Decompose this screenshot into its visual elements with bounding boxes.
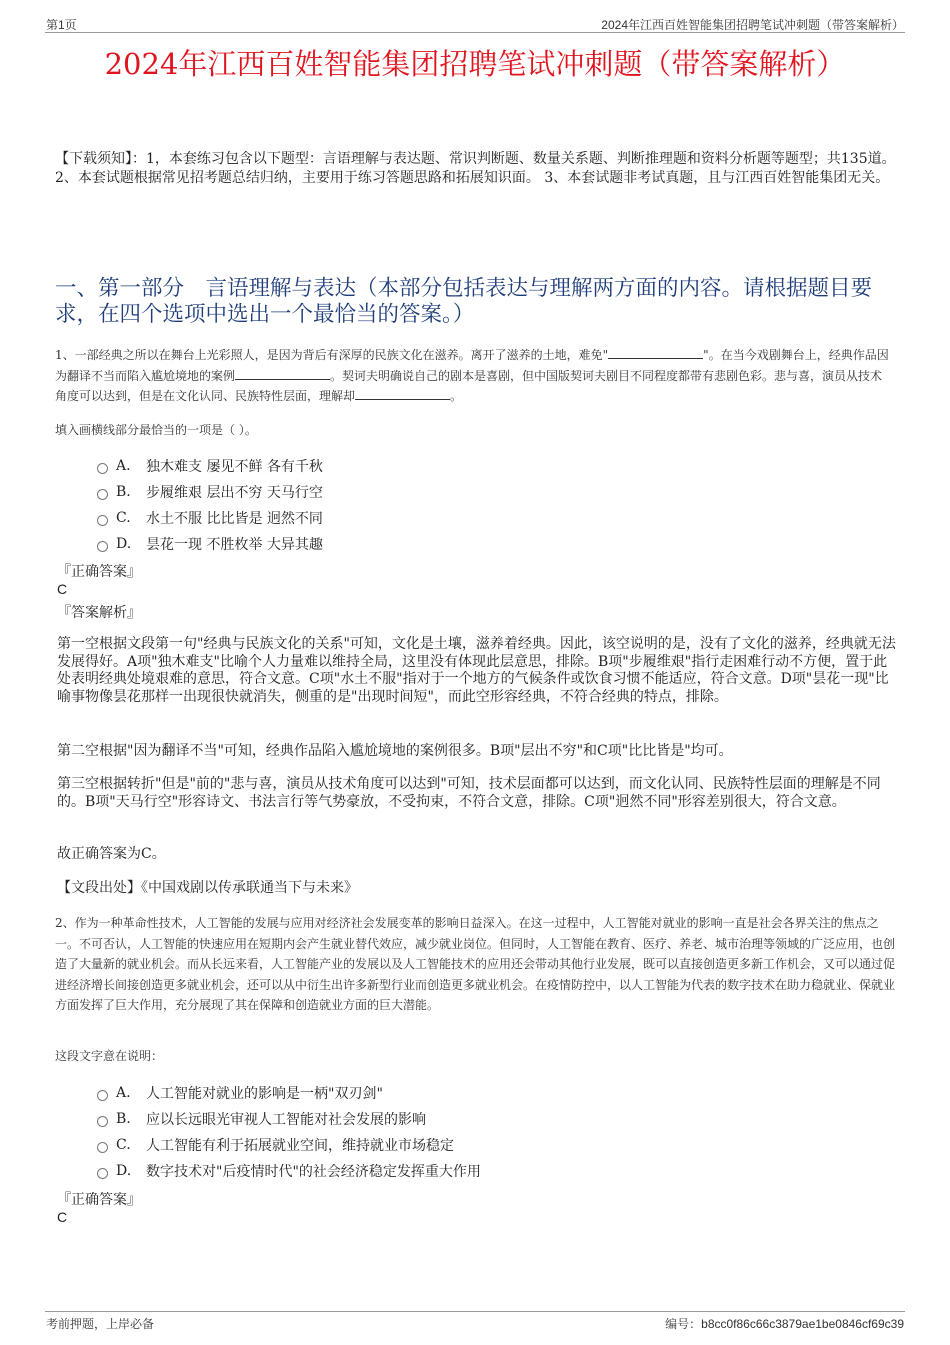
q1-text-part: 。 [450,389,463,403]
blank-line [235,367,330,380]
q1-option-a[interactable] [97,456,323,476]
section-heading: 一、第一部分 言语理解与表达（本部分包括表达与理解两方面的内容。请根据题目要求，在四个选项中选出一个最恰当的答案。） [55,276,873,327]
option-text: 步履维艰 层出不穷 天马行空 [146,485,323,501]
radio-icon[interactable] [97,1090,108,1101]
option-text: 人工智能有利于拓展就业空间，维持就业市场稳定 [146,1138,454,1154]
option-text: 独木难支 屡见不鲜 各有千秋 [146,459,323,475]
option-text: 人工智能对就业的影响是一柄"双刃剑" [146,1086,383,1102]
q2-option-d[interactable] [97,1161,481,1181]
option-key: C. [116,1137,131,1153]
analysis-paragraph: 第一空根据文段第一句"经典与民族文化的关系"可知，文化是土壤，滋养着经典。因此，该空说明的是，没有了文化的滋养，经典就无法发展得好。A项"独木难支"比喻个人力量难以维持全局，这里没有体现此层意思，排除。B项"步履维艰"指行走困难行动不方便，置于此处表明经典处境艰难的意思，符合文意。C项"水土不服"指对于一个地方的气候条件或饮食习惯不能适应，符合文意。D项"昙花一现"比喻事物像昙花那样一出现很快就消失，侧重的是"出现时间短"，而此空形容经典，不符合经典的特点，排除。 [57,636,896,705]
option-text: 数字技术对"后疫情时代"的社会经济稳定发挥重大作用 [146,1164,481,1180]
q1-text-part: "。在当今戏剧舞台上，经典作品因为翻译不当而陷入尴尬境地的案例 [55,348,889,383]
option-key: B. [116,484,131,500]
answer-label: 『正确答案』 [57,564,141,580]
document-code [665,1315,904,1332]
radio-icon[interactable] [97,1116,108,1127]
analysis-paragraph: 第三空根据转折"但是"前的"悲与喜，演员从技术角度可以达到"可知，技术层面都可以达到，而文化认同、民族特性层面的理解是不同的。B项"天马行空"形容诗文、书法言行等气势豪放，不受拘束，不符合文意，排除。C项"迥然不同"形容差别很大，符合文意。 [57,776,881,810]
option-text: 水土不服 比比皆是 迥然不同 [146,511,323,527]
option-key: A. [116,1085,131,1101]
page-title: 2024年江西百姓智能集团招聘笔试冲刺题（带答案解析） [104,47,846,81]
code-value: b8cc0f86c66c3879ae1be0846cf69c39 [701,1317,904,1331]
question-2-prompt: 这段文字意在说明： [55,1049,164,1063]
q2-option-c[interactable] [97,1135,454,1155]
question-2-text: 2、作为一种革命性技术，人工智能的发展与应用对经济社会发展变革的影响日益深入。在这一过程中，人工智能对就业的影响一直是社会各界关注的焦点之一。不可否认，人工智能的快速应用在短期内会产生就业替代效应，减少就业岗位。但同时，人工智能在教育、医疗、养老、城市治理等领域的广泛应用，也创造了大量新的就业机会。而从长远来看，人工智能产业的发展以及人工智能技术的应用还会带动其他行业发展，既可以直接创造更多新工作机会，又可以通过促进经济增长间接创造更多就业机会，还可以从中衍生出许多新型行业而创造更多就业机会。在疫情防控中，以人工智能为代表的数字技术在助力稳就业、保就业方面发挥了巨大作用，充分展现了其在保障和创造就业方面的巨大潜能。 [55,916,896,1012]
analysis-conclusion: 故正确答案为C。 [57,846,166,862]
option-key: A. [116,458,131,474]
radio-icon[interactable] [97,541,108,552]
option-key: C. [116,510,131,526]
question-1-prompt: 填入画横线部分最恰当的一项是（ ）。 [55,423,257,437]
q1-option-c[interactable] [97,508,323,528]
option-key: D. [116,1163,132,1179]
q2-option-a[interactable] [97,1083,383,1103]
source-citation: 【文段出处】《中国戏剧以传承联通当下与未来》 [57,880,358,896]
page-number: 第1页 [46,18,77,32]
question-1-text [55,345,893,407]
answer-value: C [57,581,68,597]
option-text: 应以长远眼光审视人工智能对社会发展的影响 [146,1112,426,1128]
answer-label: 『正确答案』 [57,1192,141,1208]
q1-text-part: 。契诃夫明确说自己的剧本是喜剧，但中国版契诃夫剧目不同程度都带有悲剧色彩。悲与喜，演员从技术角度可以达到，但是在文化认同、民族特性层面，理解却 [55,368,883,403]
radio-icon[interactable] [97,1168,108,1179]
radio-icon[interactable] [97,489,108,500]
analysis-label: 『答案解析』 [57,605,141,621]
radio-icon[interactable] [97,463,108,474]
code-label: 编号： [665,1317,702,1331]
header-divider [45,32,905,33]
header-doc-title: 2024年江西百姓智能集团招聘笔试冲刺题（带答案解析） [601,18,904,32]
radio-icon[interactable] [97,515,108,526]
download-notice: 【下载须知】：1，本套练习包含以下题型：言语理解与表达题、常识判断题、数量关系题、判断推理题和资料分析题等题型；共135道。 2、本套试题根据常见招考题总结归纳，主要用于练习答题思路和拓展知识面。 3、本套试题非考试真题，且与江西百姓智能集团无关。 [55,151,896,186]
q1-option-b[interactable] [97,482,323,502]
option-key: B. [116,1111,131,1127]
q2-option-b[interactable] [97,1109,426,1129]
footer-slogan: 考前押题，上岸必备 [46,1317,155,1331]
blank-line [608,346,703,359]
footer-divider [45,1311,905,1312]
option-key: D. [116,536,132,552]
blank-line [355,387,450,400]
q1-option-d[interactable] [97,534,323,554]
radio-icon[interactable] [97,1142,108,1153]
analysis-paragraph: 第二空根据"因为翻译不当"可知，经典作品陷入尴尬境地的案例很多。B项"层出不穷"和C项"比比皆是"均可。 [57,743,733,759]
option-text: 昙花一现 不胜枚举 大异其趣 [146,537,323,553]
answer-value: C [57,1209,68,1225]
q1-text-part: 1、一部经典之所以在舞台上光彩照人，是因为背后有深厚的民族文化在滋养。离开了滋养的土地，难免" [55,348,609,362]
